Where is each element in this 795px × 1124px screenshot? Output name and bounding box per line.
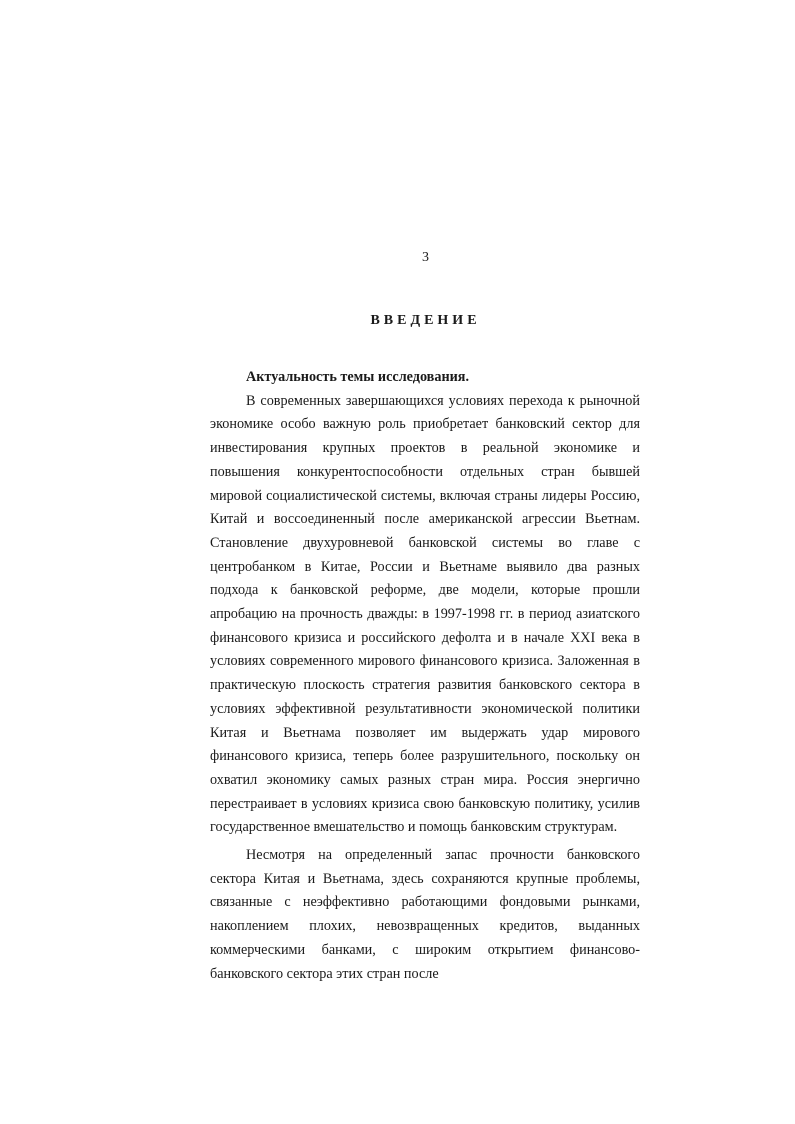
paragraph: Несмотря на определенный запас прочности банковского сектора Китая и Вьетнама, здесь сохраняются крупные проблемы, связанные с неэффективно работающими фондовыми рынками, накоплением плохих, невозвращенных кредитов, выданных коммерческими банками, с широким открытием финансово-банковского сектора этих стран после [210,847,640,982]
section-heading: ВВЕДЕНИЕ [370,313,481,328]
body-text [210,366,640,986]
subsection-title: Актуальность темы исследования. [246,369,470,385]
page-number: 3 [422,250,429,265]
paragraph: В современных завершающихся условиях перехода к рыночной экономике особо важную роль приобретает банковский сектор для инвестирования крупных проектов в реальной экономике и повышения конкурентоспособности отдельных стран бывшей мировой социалистической системы, включая страны лидеры Россию, Китай и воссоединенный после американской агрессии Вьетнам. Становление двухуровневой банковской системы во главе с центробанком в Китае, России и Вьетнаме выявило два разных подхода к банковской реформе, две модели, которые прошли апробацию на прочность дважды: в 1997-1998 гг. в период азиатского финансового кризиса и российского дефолта и в начале XXI века в условиях современного мирового финансового кризиса. Заложенная в практическую плоскость стратегия развития банковского сектора в условиях эффективной результативности экономической политики Китая и Вьетнама позволяет им выдержать удар мирового финансового кризиса, теперь более разрушительного, поскольку он охватил экономику самых разных стран мира. Россия энергично перестраивает в условиях кризиса свою банковскую политику, усилив государственное вмешательство и помощь банковским структурам. [210,392,640,836]
